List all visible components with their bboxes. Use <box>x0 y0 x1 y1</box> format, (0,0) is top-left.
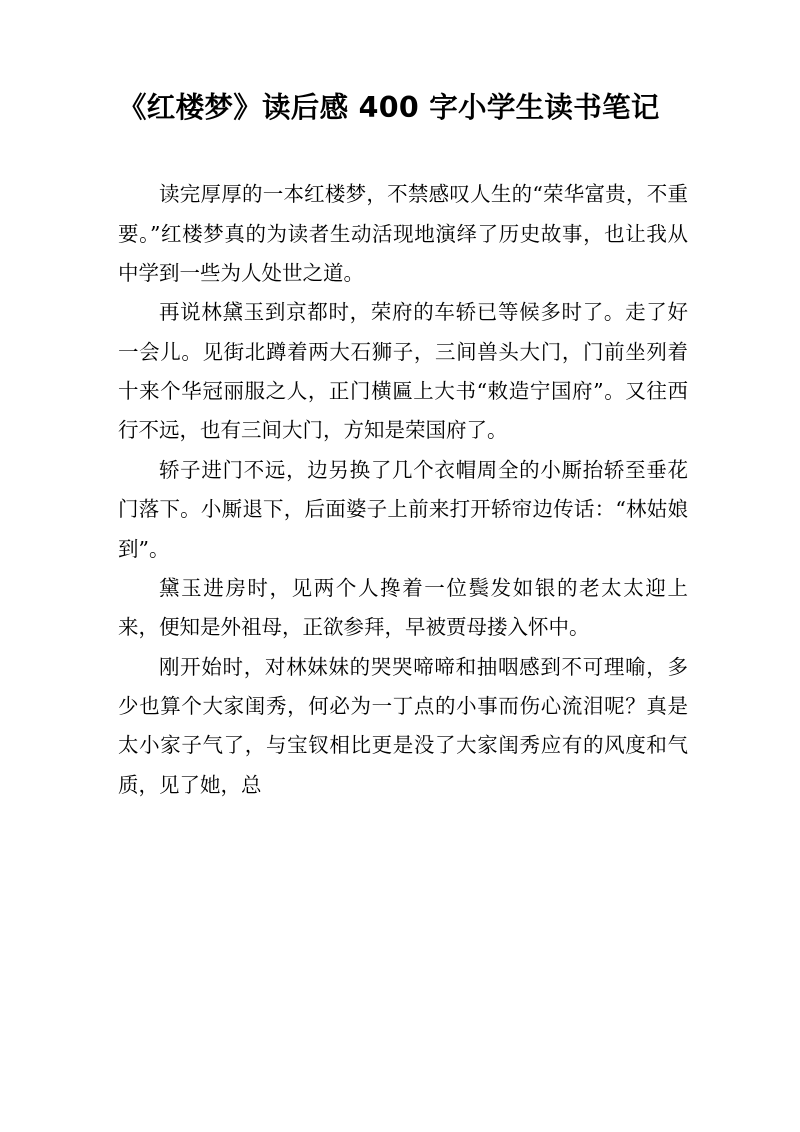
document-body <box>118 175 688 805</box>
page-title: 《红楼梦》读后感 400 字小学生读书笔记 <box>118 91 660 124</box>
paragraph: 黛玉进房时，见两个人搀着一位鬓发如银的老太太迎上来，便知是外祖母，正欲参拜，早被贾母搂入怀中。 <box>118 575 688 640</box>
paragraph: 刚开始时，对林妹妹的哭哭啼啼和抽咽感到不可理喻，多少也算个大家闺秀，何必为一丁点的小事而伤心流泪呢？真是太小家子气了，与宝钗相比更是没了大家闺秀应有的风度和气质，见了她，总 <box>118 654 688 797</box>
paragraph: 读完厚厚的一本红楼梦，不禁感叹人生的“荣华富贵，不重要。”红楼梦真的为读者生动活现地演绎了历史故事，也让我从中学到一些为人处世之道。 <box>118 182 688 286</box>
paragraph: 再说林黛玉到京都时，荣府的车轿已等候多时了。走了好一会儿。见街北蹲着两大石狮子，三间兽头大门，门前坐列着十来个华冠丽服之人，正门横匾上大书“敕造宁国府”。又往西行不远，也有三间大门，方知是荣国府了。 <box>118 300 688 443</box>
paragraph: 轿子进门不远，边另换了几个衣帽周全的小厮抬轿至垂花门落下。小厮退下，后面婆子上前来打开轿帘边传话：“林姑娘到”。 <box>118 457 688 561</box>
